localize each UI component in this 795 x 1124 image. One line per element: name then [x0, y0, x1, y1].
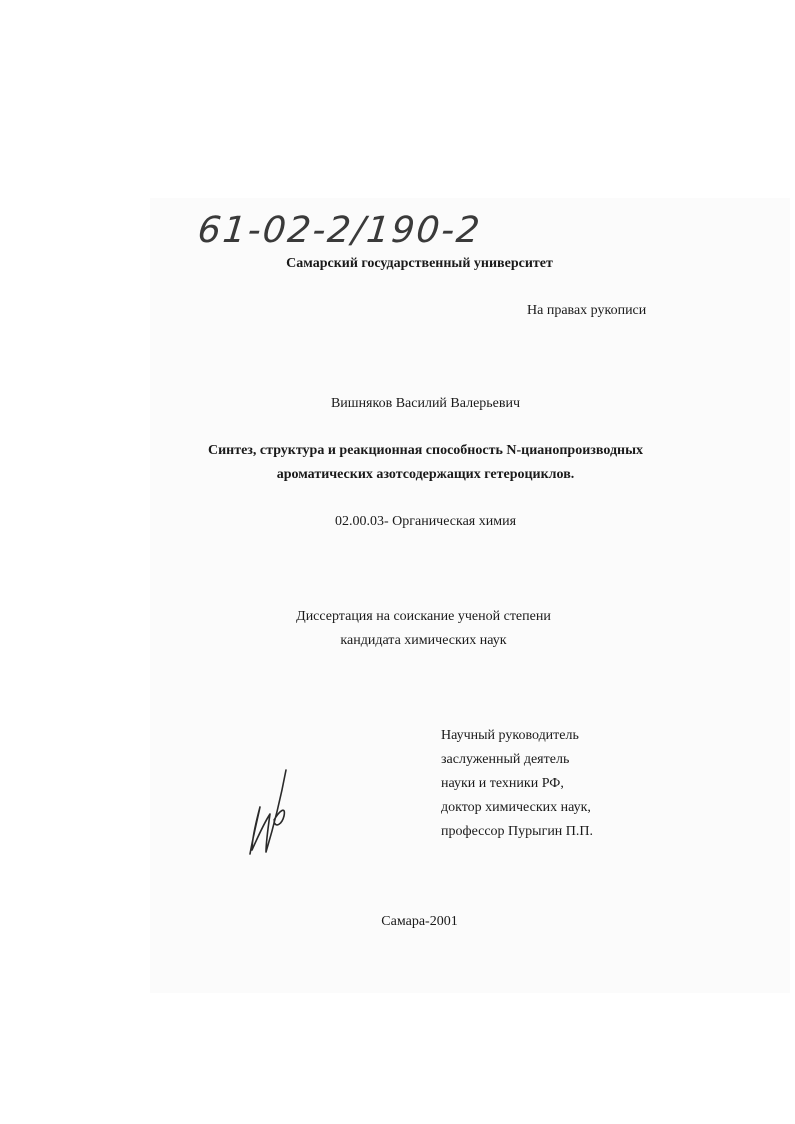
university-name: Самарский государственный университет	[286, 256, 553, 271]
thesis-title-line-2: ароматических азотсодержащих гетероциклов.	[276, 467, 575, 482]
thesis-title-line-1: Синтез, структура и реакционная способность N-цианопроизводных	[207, 443, 644, 458]
dissertation-degree-line-2: кандидата химических наук	[340, 633, 507, 648]
advisor-block	[441, 724, 593, 844]
advisor-line: Научный руководитель	[441, 728, 579, 743]
scan-area	[150, 198, 790, 993]
dissertation-degree-line-1: Диссертация на соискание ученой степени	[296, 609, 551, 624]
signature-scribble	[240, 762, 300, 862]
advisor-line: заслуженный деятель	[441, 752, 570, 767]
city-year: Самара-2001	[381, 914, 458, 929]
specialty-code: 02.00.03- Органическая химия	[334, 514, 517, 529]
advisor-line: доктор химических наук,	[441, 800, 591, 815]
manuscript-rights-note: На правах рукописи	[527, 303, 647, 318]
advisor-line: профессор Пурыгин П.П.	[441, 824, 594, 839]
author-name: Вишняков Василий Валерьевич	[330, 396, 521, 411]
advisor-line: науки и техники РФ,	[441, 776, 564, 791]
handwritten-catalog-number: 61-02-2/190-2	[195, 210, 484, 251]
